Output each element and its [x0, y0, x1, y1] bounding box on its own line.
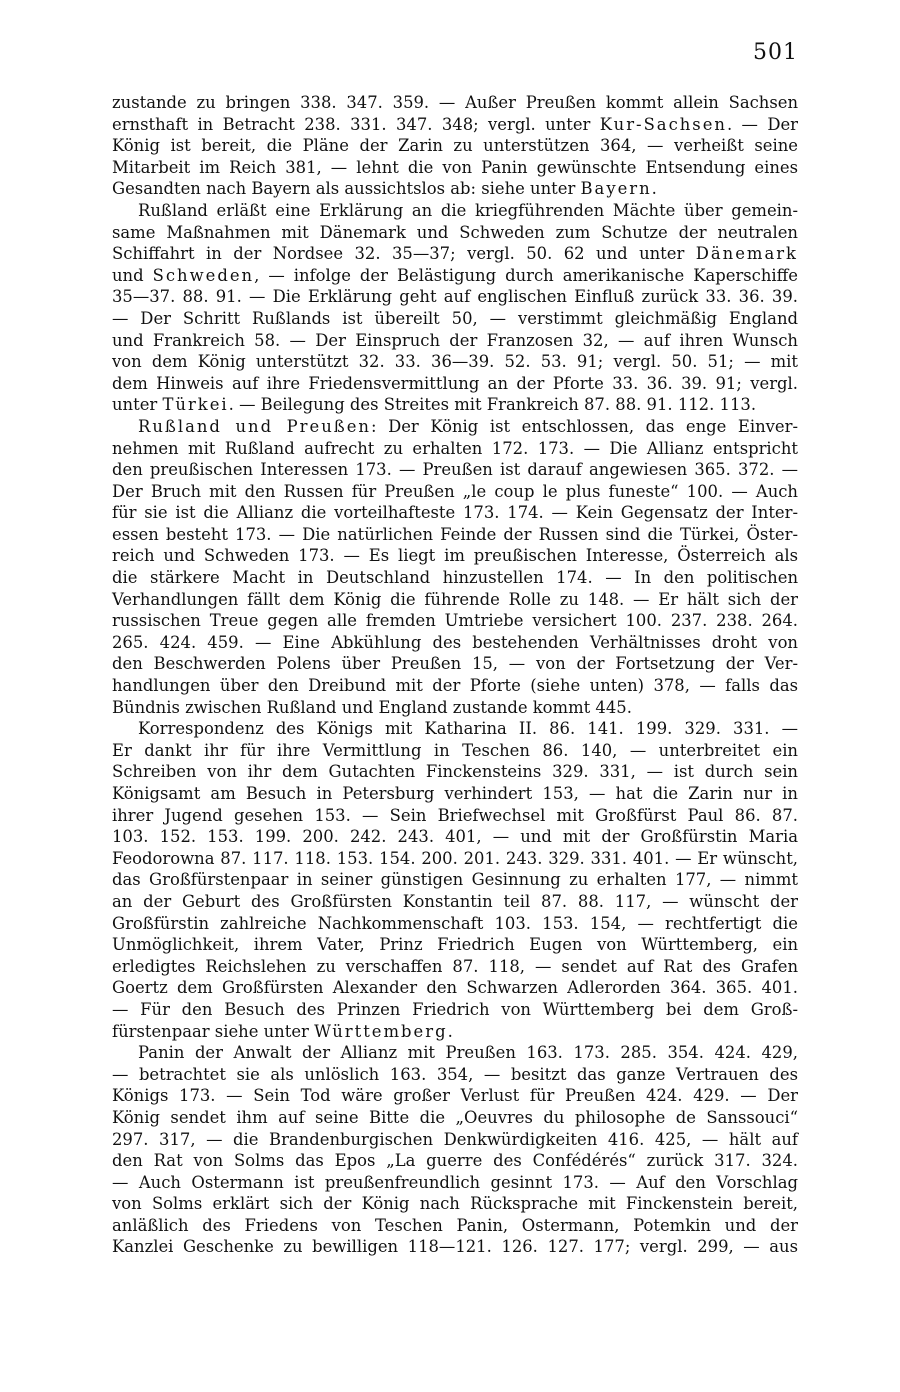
text-segment: russischen Treue gegen alle fremden Umtriebe versichert 100. 237. 238. 264.: [112, 611, 798, 631]
text-line: [112, 610, 798, 632]
text-segment: 265. 424. 459. — Eine Abkühlung des bestehenden Verhältnisses droht von: [112, 632, 798, 652]
text-segment: handlungen über den Dreibund mit der Pforte (siehe unten) 378, — falls das: [112, 676, 798, 696]
text-line: [112, 848, 798, 870]
text-segment: Panin der Anwalt der Allianz mit Preußen 163. 173. 285. 354. 424. 429,: [138, 1043, 798, 1063]
text-segment: same Maßnahmen mit Dänemark und Schweden zum Schutze der neutralen: [112, 222, 798, 242]
text-line: [112, 243, 798, 265]
text-segment: Bündnis zwischen Rußland und England zustande kommt 445.: [112, 697, 632, 717]
text-segment: König sendet ihm auf seine Bitte die „Oeuvres du philosophe de Sanssouci“: [112, 1107, 798, 1127]
text-line: [112, 589, 798, 611]
text-line: [112, 481, 798, 503]
text-line: [112, 913, 798, 935]
text-line: [112, 200, 798, 222]
text-line: [112, 1021, 798, 1043]
text-segment: — Auch Ostermann ist preußenfreundlich gesinnt 173. — Auf den Vorschlag: [112, 1172, 798, 1192]
text-line: [112, 330, 798, 352]
text-line: [112, 222, 798, 244]
text-line: [112, 653, 798, 675]
text-segment: Königsamt am Besuch in Petersburg verhindert 153, — hat die Zarin nur in: [112, 784, 798, 803]
text-segment: dem Hinweis auf ihre Friedensvermittlung an der Pforte 33. 36. 39. 91; vergl.: [112, 373, 798, 393]
paragraph: [112, 416, 798, 718]
text-line: [112, 934, 798, 956]
text-segment: und Frankreich 58. — Der Einspruch der Franzosen 32, — auf ihren Wunsch: [112, 330, 798, 350]
text-line: [112, 783, 798, 805]
text-line: [112, 1150, 798, 1172]
text-segment: den Beschwerden Polens über Preußen 15, — von der Fortsetzung der Ver-: [112, 654, 798, 674]
text-segment: und: [112, 265, 153, 285]
text-line: [112, 1193, 798, 1215]
text-line: [112, 373, 798, 395]
text-segment: Der Bruch mit den Russen für Preußen „le coup le plus funeste“ 100. — Auch: [112, 481, 798, 501]
text-body: [112, 92, 798, 1258]
text-segment: nehmen mit Rußland aufrecht zu erhalten 172. 173. — Die Allianz entspricht: [112, 438, 798, 458]
text-line: [112, 114, 798, 136]
paragraph: [112, 1042, 798, 1258]
text-segment: — Für den Besuch des Prinzen Friedrich von Württemberg bei dem Groß-: [112, 999, 798, 1019]
text-segment: . — Der: [726, 114, 798, 134]
text-segment: essen besteht 173. — Die natürlichen Feinde der Russen sind die Türkei, Öster-: [112, 524, 798, 544]
text-line: [112, 1064, 798, 1086]
text-line: [112, 308, 798, 330]
text-segment: den Rat von Solms das Epos „La guerre des Confédérés“ zurück 317. 324.: [112, 1151, 798, 1171]
text-segment: erledigtes Reichslehen zu verschaffen 87. 118, — sendet auf Rat des Grafen: [112, 956, 798, 976]
spaced-term: Bayern: [580, 179, 652, 199]
text-line: [112, 502, 798, 524]
text-segment: 35—37. 88. 91. — Die Erklärung geht auf englischen Einfluß zurück 33. 36. 39.: [112, 287, 798, 307]
text-segment: Er dankt ihr für ihre Vermittlung in Teschen 86. 140, — unterbreitet ein: [112, 740, 798, 760]
paragraph: [112, 92, 798, 200]
text-segment: . — Beilegung des Streites mit Frankreich 87. 88. 91. 112. 113.: [228, 395, 757, 415]
text-line: [112, 826, 798, 848]
text-line: [112, 545, 798, 567]
text-line: [112, 697, 798, 719]
text-segment: Königs 173. — Sein Tod wäre großer Verlust für Preußen 424. 429. — Der: [112, 1086, 798, 1106]
text-segment: das Großfürstenpaar in seiner günstigen Gesinnung zu erhalten 177, — nimmt: [112, 870, 798, 890]
spaced-term: Rußland und Preußen: [138, 416, 371, 436]
text-segment: .: [651, 179, 657, 199]
spaced-term: Türkei: [162, 395, 229, 415]
text-line: [112, 135, 798, 157]
text-line: [112, 1042, 798, 1064]
text-line: [112, 977, 798, 999]
spaced-term: Kur-Sachsen: [599, 114, 727, 134]
text-line: [112, 524, 798, 546]
text-line: [112, 999, 798, 1021]
text-line: [112, 1172, 798, 1194]
text-line: [112, 805, 798, 827]
text-line: [112, 1215, 798, 1237]
text-segment: Großfürstin zahlreiche Nachkommenschaft 103. 153. 154, — rechtfertigt die: [112, 913, 798, 933]
text-line: [112, 1107, 798, 1129]
text-segment: Mitarbeit im Reich 381, — lehnt die von Panin gewünschte Entsendung eines: [112, 157, 798, 177]
text-line: [112, 869, 798, 891]
text-segment: 103. 152. 153. 199. 200. 242. 243. 401, — und mit der Großfürstin Maria: [112, 827, 798, 847]
page-number: 501: [753, 40, 798, 65]
text-segment: von dem König unterstützt 32. 33. 36—39. 52. 53. 91; vergl. 50. 51; — mit: [112, 352, 798, 372]
text-line: [112, 632, 798, 654]
text-segment: anläßlich des Friedens von Teschen Panin, Ostermann, Potemkin und der: [112, 1215, 798, 1235]
text-line: [112, 567, 798, 589]
paragraph: [112, 718, 798, 1042]
text-line: [112, 761, 798, 783]
text-segment: — betrachtet sie als unlöslich 163. 354, — besitzt das ganze Vertrauen des: [112, 1064, 798, 1084]
spaced-term: Dänemark: [695, 244, 798, 264]
text-line: [112, 1236, 798, 1258]
text-segment: fürstenpaar siehe unter: [112, 1021, 315, 1041]
text-line: [112, 92, 798, 114]
text-line: [112, 718, 798, 740]
text-line: [112, 891, 798, 913]
text-line: [112, 286, 798, 308]
text-segment: — Der Schritt Rußlands ist übereilt 50, — verstimmt gleichmäßig England: [112, 308, 798, 328]
text-segment: Feodorowna 87. 117. 118. 153. 154. 200. 201. 243. 329. 331. 401. — Er wünscht,: [112, 848, 798, 868]
text-segment: ernsthaft in Betracht 238. 331. 347. 348; vergl. unter: [112, 114, 600, 134]
spaced-term: Schweden: [152, 265, 255, 285]
text-line: [112, 1085, 798, 1107]
paragraph: [112, 200, 798, 416]
text-line: [112, 265, 798, 287]
text-segment: Verhandlungen fällt dem König die führende Rolle zu 148. — Er hält sich der: [112, 589, 798, 609]
text-segment: .: [447, 1021, 453, 1041]
text-segment: an der Geburt des Großfürsten Konstantin teil 87. 88. 117, — wünscht der: [112, 891, 798, 911]
text-line: [112, 178, 798, 200]
text-segment: Schreiben von ihr dem Gutachten Finckensteins 329. 331, — ist durch sein: [112, 762, 798, 782]
text-segment: unter: [112, 395, 163, 415]
text-segment: Korrespondenz des Königs mit Katharina II. 86. 141. 199. 329. 331. —: [138, 719, 798, 739]
text-segment: Unmöglichkeit, ihrem Vater, Prinz Friedrich Eugen von Württemberg, ein: [112, 935, 798, 955]
text-line: [112, 157, 798, 179]
text-line: [112, 956, 798, 978]
text-segment: den preußischen Interessen 173. — Preußen ist darauf angewiesen 365. 372. —: [112, 460, 798, 480]
text-segment: reich und Schweden 173. — Es liegt im preußischen Interesse, Österreich als: [112, 546, 798, 566]
text-segment: von Solms erklärt sich der König nach Rücksprache mit Finckenstein bereit,: [112, 1194, 798, 1214]
text-segment: Rußland erläßt eine Erklärung an die kriegführenden Mächte über gemein-: [138, 200, 798, 220]
text-line: [112, 1129, 798, 1151]
text-segment: 297. 317, — die Brandenburgischen Denkwürdigkeiten 416. 425, — hält auf: [112, 1129, 798, 1149]
text-line: [112, 394, 798, 416]
text-segment: ihrer Jugend gesehen 153. — Sein Briefwechsel mit Großfürst Paul 86. 87.: [112, 805, 798, 825]
text-line: [112, 459, 798, 481]
text-segment: , — infolge der Belästigung durch amerikanische Kaperschiffe: [254, 265, 798, 285]
text-segment: für sie ist die Allianz die vorteilhafteste 173. 174. — Kein Gegensatz der Inter-: [112, 503, 798, 523]
text-segment: Gesandten nach Bayern als aussichtslos ab: siehe unter: [112, 179, 581, 199]
text-line: [112, 438, 798, 460]
text-segment: König ist bereit, die Pläne der Zarin zu unterstützen 364, — verheißt seine: [112, 136, 798, 156]
text-line: [112, 416, 798, 438]
spaced-term: Württemberg: [314, 1021, 448, 1041]
text-segment: zustande zu bringen 338. 347. 359. — Außer Preußen kommt allein Sachsen: [112, 93, 798, 112]
text-segment: die stärkere Macht in Deutschland hinzustellen 174. — In den politischen: [112, 568, 798, 588]
text-line: [112, 351, 798, 373]
text-segment: Kanzlei Geschenke zu bewilligen 118—121. 126. 127. 177; vergl. 299, — aus: [112, 1237, 798, 1257]
text-line: [112, 675, 798, 697]
text-line: [112, 740, 798, 762]
text-segment: Goertz dem Großfürsten Alexander den Schwarzen Adlerorden 364. 365. 401.: [112, 978, 798, 998]
text-segment: Schiffahrt in der Nordsee 32. 35—37; vergl. 50. 62 und unter: [112, 244, 696, 264]
text-segment: : Der König ist entschlossen, das enge Einver-: [370, 416, 798, 436]
